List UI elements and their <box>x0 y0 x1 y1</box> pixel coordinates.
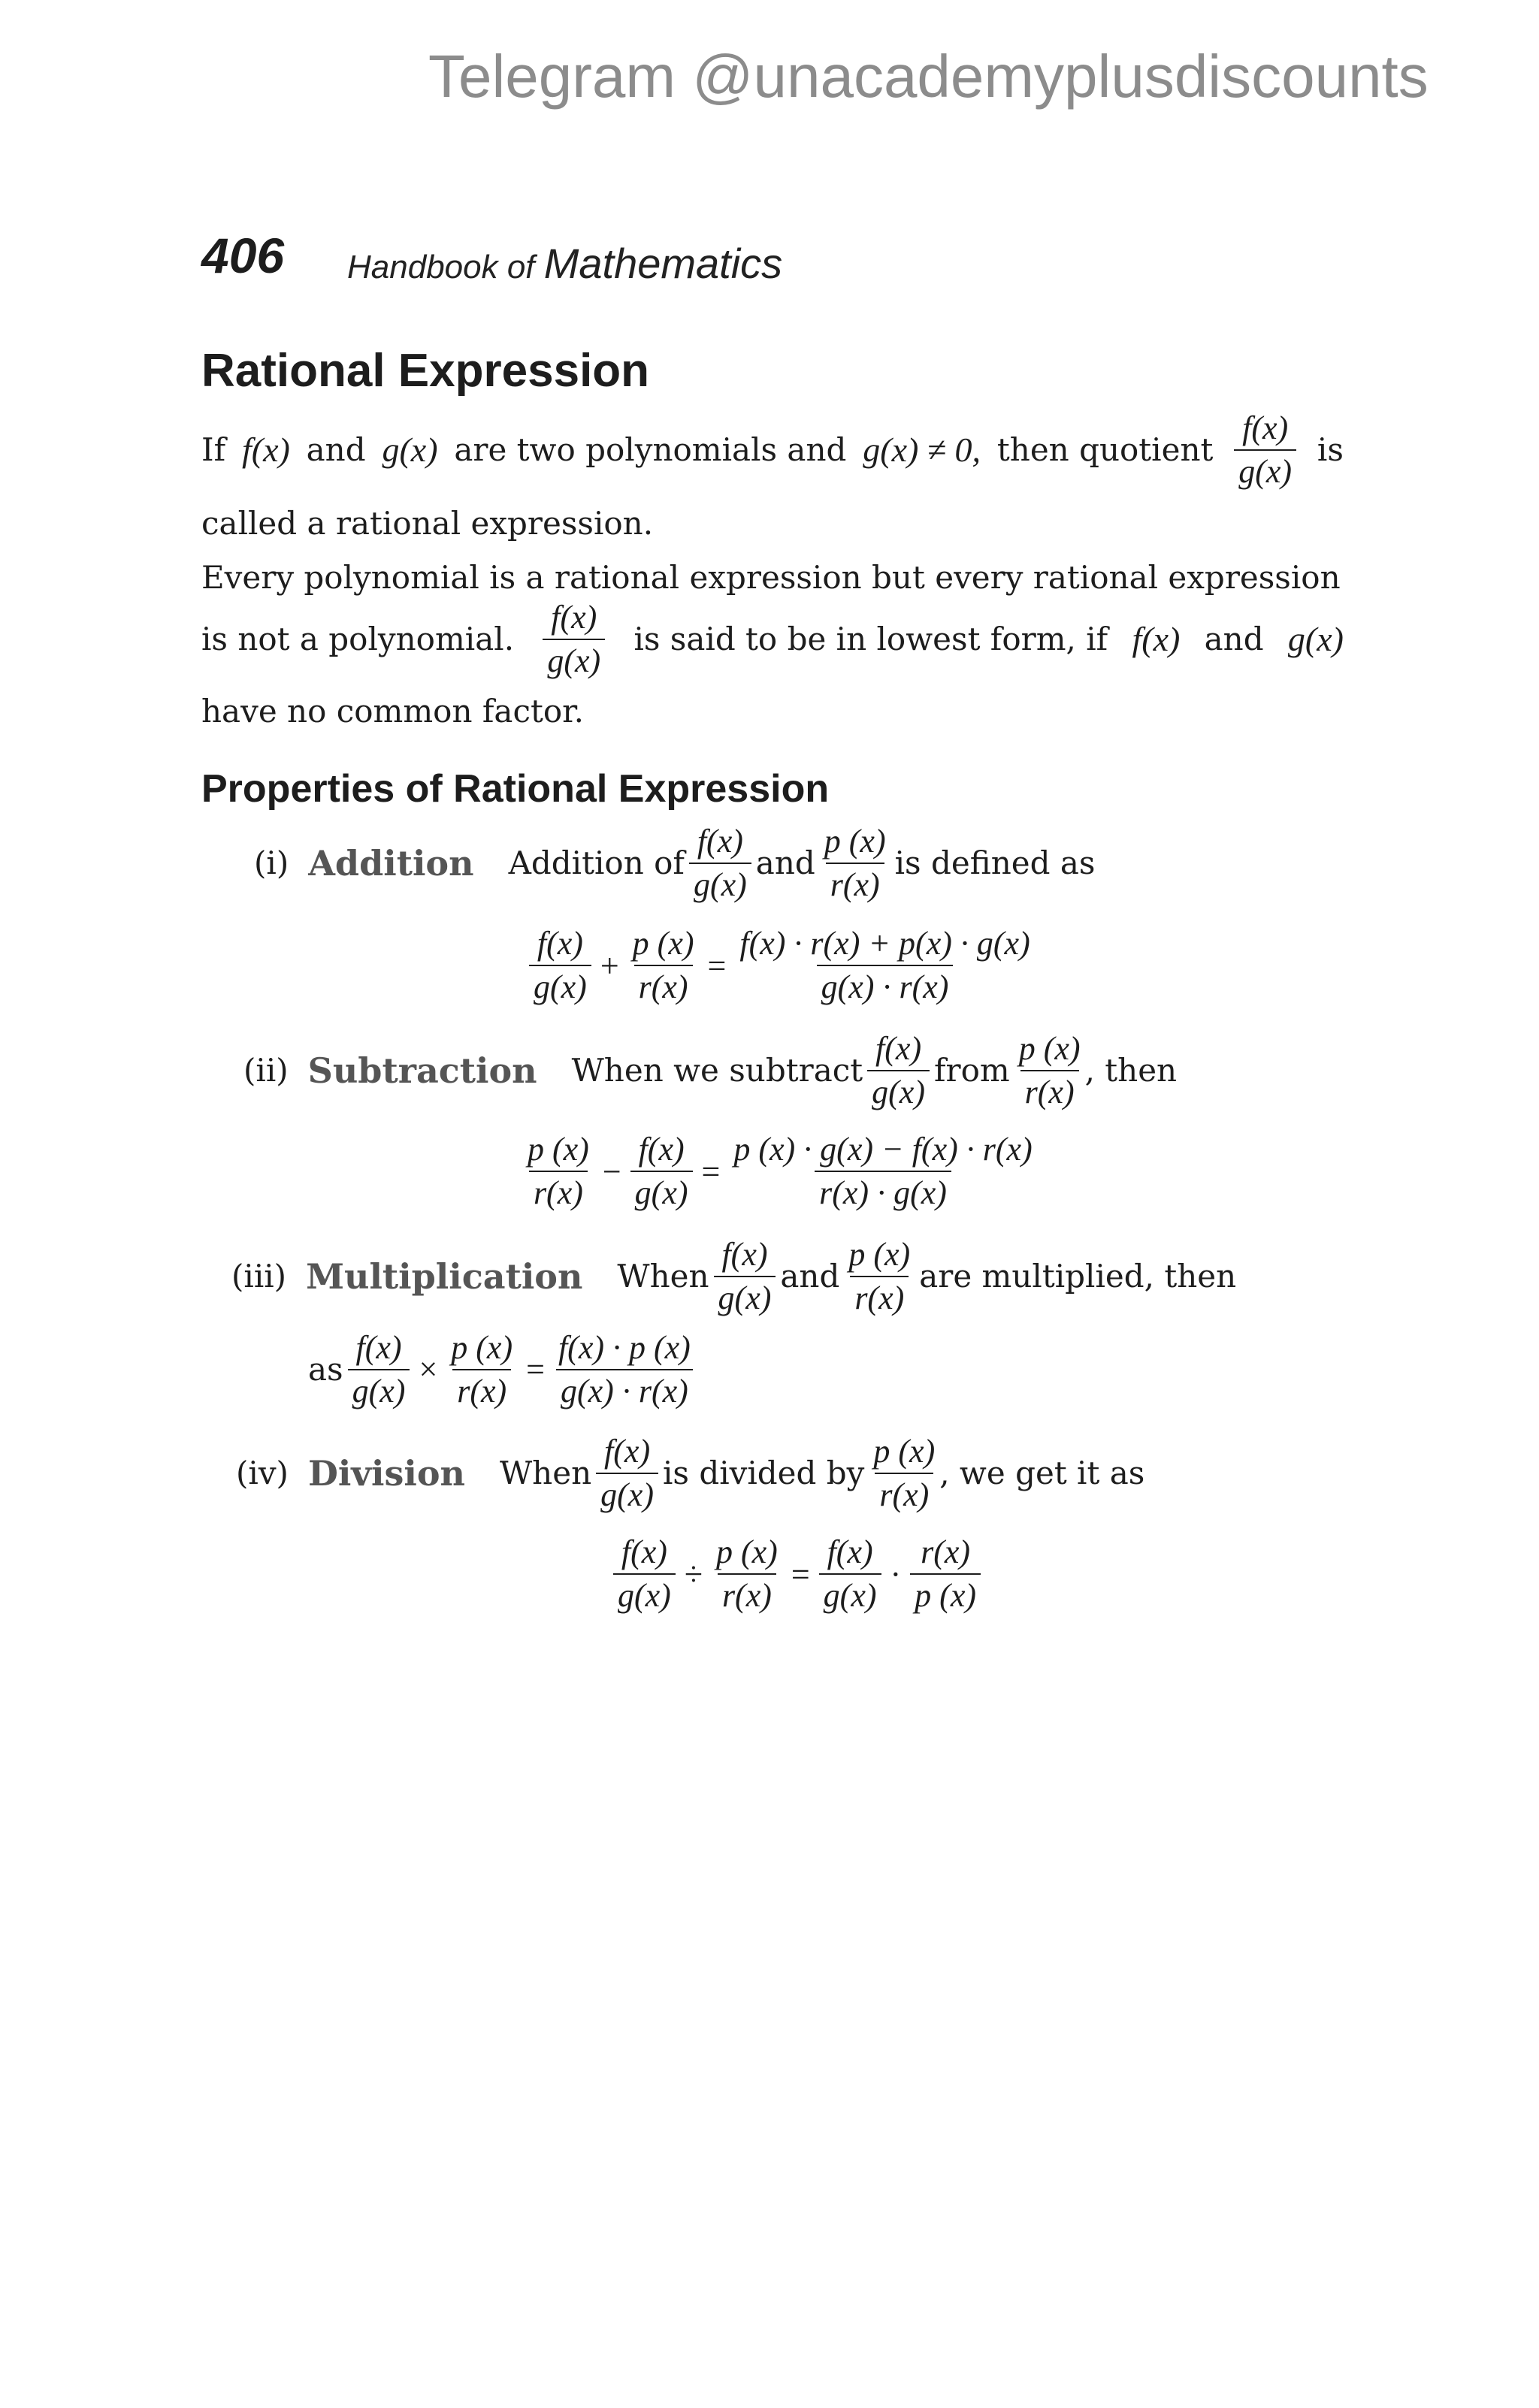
item-addition <box>254 825 1095 902</box>
intro-line-4 <box>201 601 1344 678</box>
fraction-f-over-g: $\frac{f(x)}{g(x)}$ <box>630 1133 693 1210</box>
item-title: Multiplication <box>306 1256 583 1297</box>
fraction-f-over-g: $\frac{f(x)}{g(x)}$ <box>1234 412 1296 488</box>
intro-line-2: called a rational expression. <box>201 505 654 542</box>
fraction-p-over-r: $\frac{p (x)}{r(x)}$ <box>528 1131 589 1211</box>
item-title: Division <box>307 1453 466 1494</box>
item-text: and <box>780 1258 840 1295</box>
item-text: as <box>308 1351 343 1388</box>
fraction-f-over-g: $\frac{f(x)}{g(x)}$ <box>613 1536 676 1612</box>
book-title-main: Mathematics <box>543 240 783 287</box>
fraction-f-over-g: $\frac{f(x)}{g(x)}$ <box>714 1238 776 1315</box>
item-text: , we get it as <box>939 1455 1145 1491</box>
item-text: from <box>933 1052 1010 1089</box>
item-text: are multiplied, then <box>919 1258 1237 1295</box>
item-label: (ii) <box>243 1052 289 1089</box>
item-text: When we subtract <box>571 1052 863 1089</box>
fraction-r-over-p: $\frac{r(x)}{p (x)}$ <box>910 1536 981 1612</box>
math-fx: f(x) <box>241 431 290 469</box>
multiplication-formula <box>308 1331 700 1408</box>
division-formula <box>609 1533 985 1614</box>
plus-sign: + <box>600 947 619 984</box>
fraction-p-over-r: $\frac{p (x)}{r(x)}$ <box>632 925 694 1005</box>
fraction-f-over-g: $\frac{f(x)}{g(x)}$ <box>867 1032 930 1109</box>
item-subtraction <box>243 1032 1177 1109</box>
fraction-p-over-r: $\frac{p (x)}{r(x)}$ <box>824 823 886 903</box>
minus-sign: − <box>602 1153 621 1190</box>
fraction-p-over-r: $\frac{p (x)}{r(x)}$ <box>873 1433 936 1513</box>
item-text: is defined as <box>894 844 1096 881</box>
item-text: and <box>755 844 815 881</box>
item-text: Addition of <box>508 844 685 881</box>
fraction-f-over-g: $\frac{f(x)}{g(x)}$ <box>348 1331 410 1408</box>
intro-text: If <box>201 431 226 468</box>
item-text: is divided by <box>662 1455 865 1491</box>
page-number: 406 <box>201 228 285 283</box>
fraction-p-over-r: $\frac{p (x)}{r(x)}$ <box>451 1329 513 1409</box>
intro-line-3: Every polynomial is a rational expression but every rational expression <box>201 559 1341 596</box>
item-text: , then <box>1084 1052 1178 1089</box>
fraction-p-over-r: $\frac{p (x)}{r(x)}$ <box>1018 1030 1081 1110</box>
equals-sign: = <box>707 947 727 984</box>
intro-text: is said to be in lowest form, if <box>633 621 1108 657</box>
item-label: (iv) <box>236 1455 289 1491</box>
book-title-prefix: Handbook of <box>347 249 544 286</box>
equals-sign: = <box>791 1555 810 1593</box>
times-sign: × <box>419 1351 438 1388</box>
intro-text: and <box>306 431 366 468</box>
math-fx: f(x) <box>1132 620 1181 658</box>
intro-line-5: have no common factor. <box>201 693 584 730</box>
fraction-f-over-g: $\frac{f(x)}{g(x)}$ <box>529 927 591 1004</box>
fraction-f-over-g: $\frac{f(x)}{g(x)}$ <box>819 1536 881 1612</box>
intro-line-1 <box>201 409 1344 490</box>
subtraction-formula <box>519 1133 1042 1210</box>
item-multiplication <box>231 1238 1236 1315</box>
fraction-product-result: $\frac{f(x) \cdot p (x)}{g(x) \cdot r(x)}$ <box>554 1331 695 1408</box>
dot-sign: · <box>890 1555 902 1593</box>
subsection-heading: Properties of Rational Expression <box>201 767 830 811</box>
divide-sign: ÷ <box>684 1555 703 1593</box>
math-gx: g(x) <box>382 431 438 469</box>
fraction-f-over-g: $\frac{f(x)}{g(x)}$ <box>689 825 751 902</box>
math-gx: g(x) <box>1287 620 1344 658</box>
watermark: Telegram @unacademyplusdiscounts <box>428 43 1429 110</box>
addition-formula <box>525 927 1039 1004</box>
equals-sign: = <box>526 1351 545 1388</box>
fraction-f-over-g: $\frac{f(x)}{g(x)}$ <box>596 1435 658 1512</box>
item-label: (iii) <box>231 1258 287 1295</box>
math-gx-neq-0: g(x) ≠ 0, <box>863 431 981 469</box>
intro-text: are two polynomials and <box>454 431 847 468</box>
fraction-p-over-r: $\frac{p (x)}{r(x)}$ <box>848 1236 911 1316</box>
item-title: Addition <box>308 843 474 884</box>
intro-text: is not a polynomial. <box>201 621 515 657</box>
book-title <box>347 239 782 288</box>
intro-text: and <box>1204 621 1264 657</box>
fraction-f-over-g: $\frac{f(x)}{g(x)}$ <box>543 601 605 678</box>
intro-text: is <box>1317 431 1344 468</box>
intro-text: then quotient <box>996 431 1214 468</box>
item-label: (i) <box>254 844 289 881</box>
fraction-difference-result: $\frac{p (x) \cdot g(x) - f(x) \cdot r(x)}{r(x) \cdot g(x)}$ <box>733 1131 1033 1211</box>
item-text: When <box>500 1455 592 1491</box>
item-title: Subtraction <box>307 1050 537 1091</box>
item-division <box>236 1435 1144 1512</box>
equals-sign: = <box>701 1153 721 1190</box>
fraction-p-over-r: $\frac{p (x)}{r(x)}$ <box>716 1533 778 1614</box>
section-heading: Rational Expression <box>201 345 650 397</box>
fraction-sum-result: $\frac{f(x) \cdot r(x) + p(x) \cdot g(x)}{g(x) \cdot r(x)}$ <box>739 925 1030 1005</box>
item-text: When <box>617 1258 709 1295</box>
